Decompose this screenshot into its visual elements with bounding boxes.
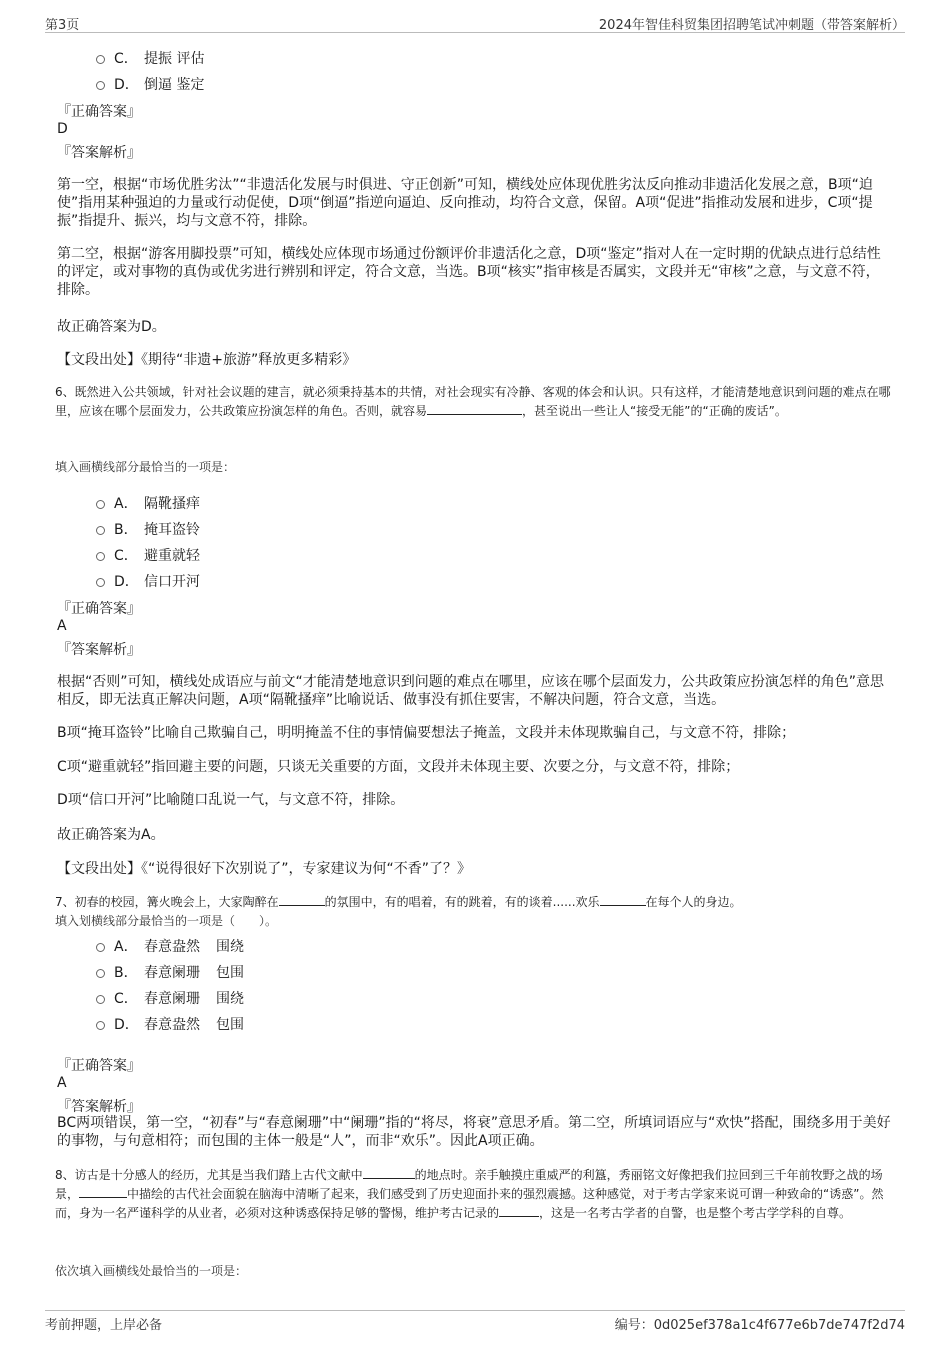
q5-option-c[interactable]: C． 提振 评估 <box>96 48 204 68</box>
document-title: 2024年智佳科贸集团招聘笔试冲刺题（带答案解析） <box>598 18 905 33</box>
q8-prompt: 依次填入画横线处最恰当的一项是： <box>55 1264 248 1278</box>
footer-slogan: 考前押题，上岸必备 <box>45 1318 163 1333</box>
q5-answer: D <box>57 121 68 137</box>
q6-option-d[interactable]: D． 信口开河 <box>96 571 200 591</box>
q7-blank-2 <box>600 893 646 906</box>
q5-answer-label: 『正确答案』 <box>57 104 141 120</box>
q6-stem: 6、既然进入公共领域，针对社会议题的建言，就必须秉持基本的共情，对社会现实有冷静、客观的体会和认识。只有这样，才能清楚地意识到问题的难点在哪里，应该在哪个层面发力，公共政策应扮演怎样的角色。否则，就容易 ，甚至说出一些让人“接受无能”的“正确的废话”。 <box>55 385 891 418</box>
q6-analysis-1: 根据“否则”可知，横线处成语应与前文“才能清楚地意识到问题的难点在哪里，应该在哪个层面发力，公共政策应扮演怎样的角色”意思相反，即无法真正解决问题，A项“隔靴搔痒”比喻说话、做事没有抓住要害，不解决问题，符合文意，当选。 <box>57 674 885 708</box>
radio-icon[interactable] <box>96 943 105 952</box>
radio-icon[interactable] <box>96 81 105 90</box>
q7-analysis-label: 『答案解析』 <box>57 1099 141 1115</box>
q6-prompt: 填入画横线部分最恰当的一项是： <box>55 460 236 474</box>
q5-analysis-1: 第一空，根据“市场优胜劣汰”“非遗活化发展与时俱进、守正创新”可知，横线处应体现优胜劣汰反向推动非遗活化发展之意，B项“迫使”指用某种强迫的力量或行动促使，D项“倒逼”指逆向逼迫、反向推动，均符合文意，保留。A项“促进”指推动发展和进步，C项“提振”指提升、振兴，均与文意不符，排除。 <box>57 177 873 229</box>
q5-analysis-2: 第二空，根据“游客用脚投票”可知，横线处应体现市场通过份额评价非遗活化之意，D项“鉴定”指对人在一定时期的优缺点进行总结性的评定，或对事物的真伪或优劣进行辨别和评定，符合文意，当选。B项“核实”指审核是否属实，文段并无“审核”之意，与文意不符，排除。 <box>57 246 881 298</box>
radio-icon[interactable] <box>96 995 105 1004</box>
q6-answer: A <box>57 618 67 634</box>
q6-option-c[interactable]: C． 避重就轻 <box>96 545 200 565</box>
q5-conclusion: 故正确答案为D。 <box>57 319 166 335</box>
radio-icon[interactable] <box>96 526 105 535</box>
q5-option-d[interactable]: D． 倒逼 鉴定 <box>96 74 204 94</box>
q8-blank-3 <box>499 1204 539 1217</box>
q7-blank-1 <box>279 893 325 906</box>
q6-blank <box>427 402 522 415</box>
radio-icon[interactable] <box>96 500 105 509</box>
q6-analysis-2: B项“掩耳盗铃”比喻自己欺骗自己，明明掩盖不住的事情偏要想法子掩盖，文段并未体现欺骗自己，与文意不符，排除； <box>57 725 796 741</box>
q7-answer-label: 『正确答案』 <box>57 1058 141 1074</box>
radio-icon[interactable] <box>96 1021 105 1030</box>
q7-prompt: 填入划横线部分最恰当的一项是（ ）。 <box>55 914 278 928</box>
q6-analysis-3: C项“避重就轻”指回避主要的问题，只谈无关重要的方面，文段并未体现主要、次要之分，与文意不符，排除； <box>57 759 740 775</box>
q7-option-c[interactable]: C． 春意阑珊 围绕 <box>96 988 244 1008</box>
header-divider <box>45 32 905 33</box>
q7-analysis: BC两项错误，第一空，“初春”与“春意阑珊”中“阑珊”指的“将尽，将衰”意思矛盾。第二空，所填词语应与“欢快”搭配，围绕多用于美好的事物，与句意相符；而包围的主体一般是“人”，而非“欢乐”。因此A项正确。 <box>57 1115 891 1149</box>
radio-icon[interactable] <box>96 552 105 561</box>
footer-code: 编号：0d025ef378a1c4f677e6b7de747f2d74 <box>614 1318 905 1333</box>
q6-conclusion: 故正确答案为A。 <box>57 827 165 843</box>
q6-analysis-label: 『答案解析』 <box>57 642 141 658</box>
radio-icon[interactable] <box>96 578 105 587</box>
q8-blank-2 <box>79 1185 127 1198</box>
footer-divider <box>45 1310 905 1311</box>
q7-answer: A <box>57 1075 67 1091</box>
q7-stem: 7、初春的校园，篝火晚会上，大家陶醉在 的氛围中，有的唱着，有的跳着，有的谈着......欢乐 在每个人的身边。 <box>55 895 742 909</box>
q8-blank-1 <box>363 1166 415 1179</box>
q7-option-d[interactable]: D． 春意盎然 包围 <box>96 1014 244 1034</box>
q6-source: 【文段出处】《“说得很好下次别说了”，专家建议为何“不香”了？》 <box>57 861 472 877</box>
q6-analysis-4: D项“信口开河”比喻随口乱说一气，与文意不符，排除。 <box>57 792 405 808</box>
q6-option-b[interactable]: B． 掩耳盗铃 <box>96 519 200 539</box>
q5-source: 【文段出处】《期待“非遗+旅游”释放更多精彩》 <box>57 352 357 368</box>
q6-option-a[interactable]: A． 隔靴搔痒 <box>96 493 200 513</box>
q6-answer-label: 『正确答案』 <box>57 601 141 617</box>
radio-icon[interactable] <box>96 55 105 64</box>
q7-option-a[interactable]: A． 春意盎然 围绕 <box>96 936 244 956</box>
q8-stem: 8、访古是十分感人的经历，尤其是当我们踏上古代文献中 的地点时。亲手触摸庄重威严的利簋，秀丽铭文好像把我们拉回到三千年前牧野之战的场景， 中描绘的古代社会面貌在脑海中清晰了起来，我们感受到了历史迎面扑来的强烈震撼。这种感觉，对于考古学家来说可谓一种致命的“诱惑”。然而，身为一名严谨科学的从业者，必须对这种诱惑保持足够的警惕，维护考古记录的 ，这是一名考古学者的自警，也是整个考古学学科的自尊。 <box>55 1168 884 1220</box>
q7-option-b[interactable]: B． 春意阑珊 包围 <box>96 962 244 982</box>
radio-icon[interactable] <box>96 969 105 978</box>
q5-analysis-label: 『答案解析』 <box>57 145 141 161</box>
page-number: 第3页 <box>45 18 80 33</box>
